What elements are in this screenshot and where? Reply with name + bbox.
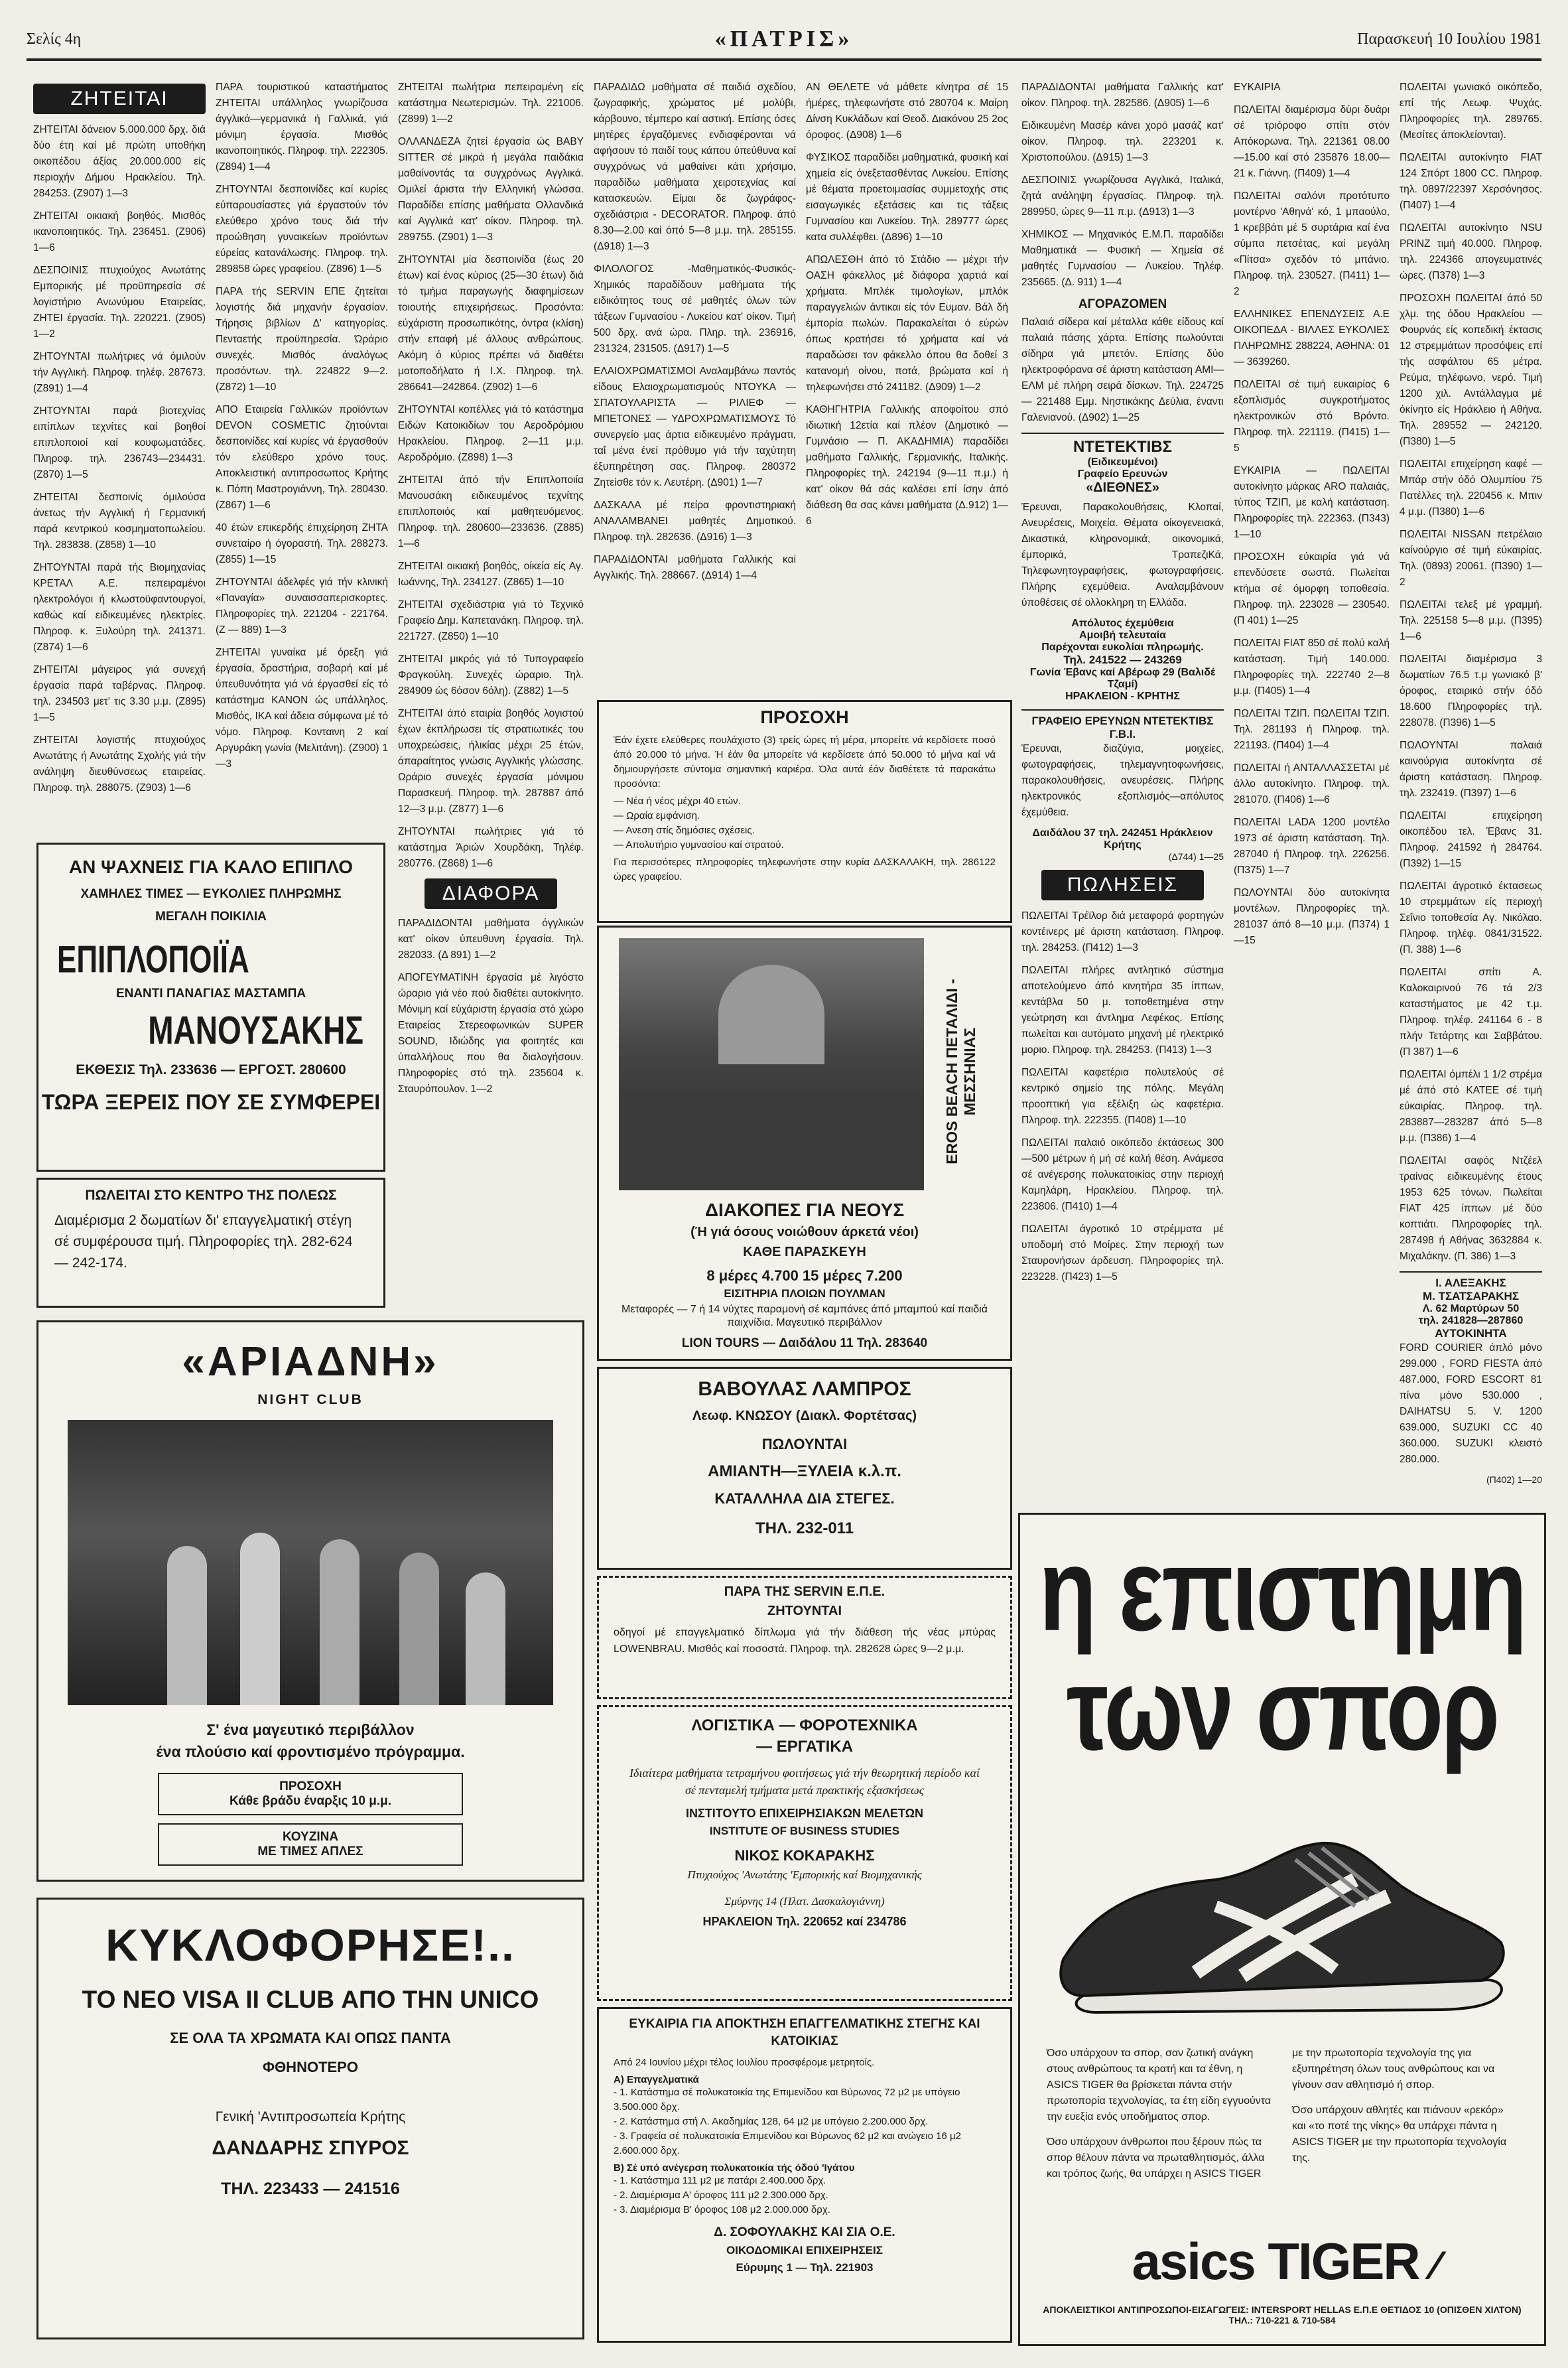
classified-ad: ΠΩΛΕΙΤΑΙ NISSAN πετρέλαιο καίνούργιο σέ τιμή εύκαιρίας. Τηλ. (0893) 20061. (Π390) 1—2	[1400, 529, 1542, 588]
ad-headline: ΚΥΚΛΟΦΟΡΗΣΕ!..	[105, 1920, 515, 1971]
ad-subhead: Α) Επαγγελματικά	[614, 2074, 699, 2085]
issue-date: Παρασκευή 10 Ιουλίου 1981	[1357, 31, 1541, 48]
list-item: — Ωραία εμφάνιση.	[614, 810, 700, 821]
property-list	[614, 2085, 996, 2158]
car-dealer-ad	[1400, 1271, 1542, 1485]
column-1	[33, 80, 206, 836]
classified-ad: ΔΕΣΠΟΙΝΙΣ γνωρίζουσα Αγγλικά, Ιταλικά, ζητά ανάληψη έργασίας. Πληροφ. τηλ. 289950, ώρες 9—11 π.μ. (Δ913) 1—3	[1021, 174, 1224, 218]
classified-ad: ΠΩΛΕΙΤΑΙ παλαιό οικόπεδο έκτάσεως 300—500 μέτρων ή μή σέ καλή θέση. Ανάμεσα σέ ανέγερσης πολυκατοικίας στην περιοχή Καμηλάρη, Ηρακλείου. Πληροφ. τηλ. 223806. (Π410) 1—4	[1021, 1137, 1224, 1212]
ad-headline: η επιστημη	[1039, 1523, 1526, 1656]
ad-line: ΠΩΛΟΥΝΤΑΙ	[761, 1436, 848, 1452]
eros-beach-label	[935, 954, 988, 1180]
dealer-phone: τηλ. 241828—287860	[1418, 1315, 1524, 1326]
grafeio-address: Δαιδάλου 37 τηλ. 242451 Ηράκλειον Κρήτης	[1032, 827, 1213, 851]
ad-line: ΙΝΣΤΙΤΟΥΤΟ ΕΠΙΧΕΙΡΗΣΙΑΚΩΝ ΜΕΛΕΤΩΝ	[685, 1807, 923, 1820]
ad-line: Γενική 'Αντιπροσωπεία Κρήτης	[215, 2109, 406, 2124]
classified-ad: ΑΠΟ Εταιρεία Γαλλικών προϊόντων DEVON COSMETIC ζητούνται δεσποινίδες καί κυρίες νά έργασθούν τόν ελεύθερο χρόνο τους. Αποκλειστική αντιπροσωπος Κρήτης κ. Πόπη Μαστρογιάννη, Τηλ. 280430. (Ζ867) 1—6	[216, 404, 388, 511]
classified-list	[33, 122, 206, 796]
classified-ad: ΠΑΡΑ τής SERVIN ΕΠΕ ζητείται λογιστής διά μηχανήν έργασίαν. Τήρησις βιβλίων Δ' κατηγορίας. Πενταετής προϋπηρεσία. Ώράριο συνεχές. Μισθός άναλόγως προσόντων. τηλ. 224822 9—2. (Ζ872) 1—10	[216, 286, 388, 393]
ad-brand: «ΑΡΙΑΔΝΗ»	[182, 1339, 439, 1385]
real-estate-ad	[597, 2007, 1012, 2343]
detective-line: Γωνία Έβανς καί Αβέρωφ 29 (Βαλιδέ Τζαμί)	[1029, 667, 1216, 690]
dealer-name: Μ. ΤΣΑΤΣΑΡΑΚΗΣ	[1422, 1290, 1520, 1302]
column-5	[806, 80, 1008, 770]
classified-ad: ΠΑΡΑΔΙΔΟΝΤΑΙ μαθήματα Γαλλικής καί Αγγλικής. Τηλ. 288667. (Δ914) 1—4	[594, 554, 796, 581]
list-item: — Νέα ή νέος μέχρι 40 ετών.	[614, 796, 741, 807]
list-item: - 1. Κατάστημα σέ πολυκατοικία της Επιμενίδου και Βύρωνος 72 μ2 με υπόγειο 3.500.000 δρχ.	[614, 2087, 960, 2113]
ad-headline: των σπορ	[1066, 1643, 1498, 1776]
classified-ad: ΕΥΚΑΙΡΙΑ	[1234, 82, 1281, 93]
classified-ad: ΖΗΤΕΙΤΑΙ δάνειον 5.000.000 δρχ. διά δύο έτη καί μέ πρώτη υποθήκη οικοπέδου άξίας 20.000.000 είς περιοχήν Δήμου Ηρακλείου. Τηλ. 284253. (Ζ907) 1—3	[33, 124, 206, 199]
ad-ref: (Π402) 1—20	[1486, 1474, 1542, 1485]
ad-footer: ΑΠΟΚΛΕΙΣΤΙΚΟΙ ΑΝΤΙΠΡΟΣΩΠΟΙ-ΕΙΣΑΓΩΓΕΙΣ: INTERSPORT HELLAS Ε.Π.Ε ΘΕΤΙΔΟΣ 10 (ΟΠΙΣΘΕΝ ΧΙΛΤΟΝ) ΤΗΛ.: 710-221 & 710-584	[1043, 2304, 1522, 2326]
classified-ad: ΠΑΡΑΔΙΔΟΝΤΑΙ μαθήματα Γαλλικής κατ' οίκον. Πληροφ. τηλ. 282586. (Δ905) 1—6	[1021, 82, 1224, 109]
classified-ad: ΠΩΛΕΙΤΑΙ ή ΑΝΤΑΛΛΑΣΣΕΤΑΙ μέ άλλο αυτοκίνητο. Πληροφ. τηλ. 281070. (Π406) 1—6	[1234, 762, 1390, 805]
column-6	[1021, 80, 1224, 1486]
ad-line: ΠΡΟΣΟΧΗ	[279, 1779, 342, 1793]
building-materials-ad	[597, 1367, 1012, 1570]
page-number: Σελίς 4η	[27, 31, 82, 48]
prosoxi-job-ad	[597, 700, 1012, 923]
grafeio-ad	[1021, 709, 1224, 862]
ad-name: Δ. ΣΟΦΟΥΛΑΚΗΣ ΚΑΙ ΣΙΑ Ο.Ε.	[714, 2225, 895, 2239]
classified-ad: ΖΗΤΟΥΝΤΑΙ άδελφές γιά τήν κλινική «Παναγία» συναισσαπερισκορτες. Πληροφορίες τηλ. 221204 - 221764. (Ζ — 889) 1—3	[216, 577, 388, 636]
list-item: - 3. Διαμέρισμα Β' όροφος 108 μ2 2.000.000 δρχ.	[614, 2204, 830, 2215]
classified-ad: ΠΩΛΕΙΤΑΙ αυτοκίνητο FIAT 124 Σπόρτ 1800 CC. Πληροφ. τηλ. 0897/22397 Χερσόνησος. (Π407) 1—4	[1400, 152, 1542, 211]
ad-headline: — ΕΡΓΑΤΙΚΑ	[756, 1738, 853, 1756]
apartment-ad	[36, 1178, 385, 1308]
detective-line: Αμοιβή τελευταία	[1079, 630, 1166, 641]
classified-ad: ΠΩΛΕΙΤΑΙ αυτοκίνητο NSU PRINZ τιμή 40.000. Πληροφ. τηλ. 224366 απογευματινές ώρες. (Π378) 1—3	[1400, 222, 1542, 281]
classified-list	[398, 916, 584, 1097]
classified-ad: ΠΩΛΟΥΝΤΑΙ παλαιά καινούργια αυτοκίνητα σέ άριστη κατάσταση. Πληροφ. τηλ. 232419. (Π397) 1—6	[1400, 740, 1542, 799]
classified-ad: ΖΗΤΟΥΝΤΑΙ δεσποινίδες καί κυρίες εύπαρουσίαστες γιά έργαστούν τόν ελεύθερο χρόνο τους διά τήν προώθηση γυναικείων προϊόντων εύρείας κατανάλωσης. Πληροφ. τηλ. 289858 ώρες γραφείου. (Ζ896) 1—5	[216, 184, 388, 275]
detective-phone: Τηλ. 241522 — 243269	[1063, 654, 1182, 666]
classified-list	[1021, 80, 1224, 291]
requirements-list	[614, 794, 996, 853]
asics-tiger-logo	[1020, 2231, 1544, 2292]
section-heading-zhteitai: ΖΗΤΕΙΤΑΙ	[33, 84, 206, 114]
ad-phone: ΗΡΑΚΛΕΙΟΝ Τηλ. 220652 καί 234786	[702, 1915, 907, 1928]
list-item: — Ανεση στίς δημόσιες σχέσεις.	[614, 825, 755, 836]
ad-body: Διαμέρισμα 2 δωματίων δι' επαγγελματική στέγη σέ συμφέρουσα τιμή. Πληροφορίες τηλ. 282-624 — 242-174.	[54, 1213, 353, 1271]
classified-ad: ΠΩΛΕΙΤΑΙ LADA 1200 μοντέλο 1973 σέ άριστη κατάσταση. Τηλ. 287040 ή Πληροφ. τηλ. 226256. (Π375) 1—7	[1234, 817, 1390, 876]
dealer-name: Ι. ΑΛΕΞΑΚΗΣ	[1435, 1277, 1506, 1289]
list-item: - 2. Διαμέρισμα Α' όροφος 111 μ2 2.300.000 δρχ.	[614, 2190, 828, 2201]
classified-ad: ΑΠΩΛΕΣΘΗ άπό τό Στάδιο — μέχρι τήν ΟΑΣΗ φάκελλος μέ διάφορα χαρτιά καί χρήματα. Μπλέκ τιμολογίων, μπλόκ παραγγελιών άντικαι είς τόν Ευμαν. Βάλ δή έμπορία πωλών. Παρακαλείται ό εύρών όπως κρατήσει τό χρήματα καί νά παραδώσει τον φάκελλο όπου θα δοθεί 3 κατανομή οίνου, ποτά, βρώματα καί ή τηλεφωνήσει στό 241182. (Δ909) 1—2	[806, 254, 1008, 393]
classified-ad: ΔΑΣΚΑΛΑ μέ πείρα φροντιστηριακή ΑΝΑΛΑΜΒΑΝΕΙ μαθητές Δημοτικού. Πληροφ. τηλ. 282636. (Δ916) 1—3	[594, 500, 796, 543]
ad-body: Έάν έχετε ελεύθερες πουλάχιστο (3) τρείς ώρες τή μέρα, μπορείτε νά κερδίσετε ποσό άπό 20.000 τό μήνα. Ή έάν θα μπορείτε νά κερδίσετε άπό 50.000 τό μήνα καί νά δημιουργήσετε σύντομα σημαντική καριέρα. Όλα αυτά έάν διαθέτετε τά παρακάτω προσόντα:	[614, 734, 996, 790]
classified-ad: ΖΗΤΟΥΝΤΑΙ παρά τής Βιομηχανίας ΚΡΕΤΑΛ Α.Ε. πεπειραμένοι ηλεκτρολόγοι ή κλωστοϋφαντουργοί, καθώς καί ειδικευμένες ηλεκτρίες. Πληροφ. κ. Ξυλούρη τηλ. 241371. (Ζ874) 1—6	[33, 562, 206, 653]
ad-body: Όσο υπάρχουν άνθρωποι που ξέρουν πώς τα σπορ θέλουν πάντα να πρωταθλητισμός, άλλα και τρόπος ζωής, θα υπάρχει η ASICS TIGER	[1047, 2136, 1265, 2180]
classified-ad: ΠΩΛΕΙΤΑΙ άγροτικό 10 στρέμματα μέ υποδομή στό Μοίρες. Στην περιοχή των Σταυρονήσων άρδευση. Πληροφορίες τηλ. 223228. (Π423) 1—5	[1021, 1223, 1224, 1283]
classified-list	[216, 80, 388, 772]
accounting-courses-ad	[597, 1705, 1012, 2001]
dealer-body: FORD COURIER άπλό μόνο 299.000 , FORD FIESTA άπό 487.000, FORD ESCORT 81 πίνα μόνο 530.000 , DAIHATSU 5. V. 1200 639.000, SUZUKI CC 40 360.000. SUZUKI κλειστό 280.000.	[1400, 1342, 1542, 1465]
classified-ad: ΠΩΛΕΙΤΑΙ σαλόνι προτότυπο μοντέρνο 'Αθηνά' κό, 1 μπαούλο, 1 κρεββάτι μέ 5 συρτάρια καί ένα σύμπα πετσέτας, καί μεγάλη «Πίτσα» σχεδόν τό μπάνιο. Πληροφ. τηλ. 230527. (Π411) 1—2	[1234, 190, 1390, 297]
classified-ad: ΠΩΛΕΙΤΑΙ διαμέρισμα 3 δωματίων 76.5 τ.μ γωνιακό β' όροφος, εταιρικό στήν όδό 18.600 Πληροφορίες τηλ. 228078. (Π396) 1—5	[1400, 654, 1542, 729]
ad-line: ΕΝΑΝΤΙ ΠΑΝΑΓΙΑΣ ΜΑΣΤΑΜΠΑ	[115, 987, 306, 1001]
logo-text: asics TIGER	[1132, 2232, 1419, 2290]
classified-ad: ΠΑΡΑΔΙΔΩ μαθήματα σέ παιδιά σχεδίου, ζωγραφικής, χρώματος μέ μολύβι, κάρβουνο, τέμπερο καί αστική. Επίσης όσες μητέρες έργαζόμενες ενδιαφέρονται νά αφήσουν τό παιδί τους κάπου ύπεύθυνα καί συγχρόνως νά μαθαίνει κάτι χρήσιμο, παραδίδω μαθήματα χειροτεχνίας καί κατασκευών. Είμαι δε ζωγράφος-σχεδιάστρια - DECORATOR. Πληροφ. άπό 8.30—2.00 καί όπό 5—8 μ.μ. τηλ. 285155. (Δ918) 1—3	[594, 82, 796, 252]
ad-body: Από 24 Ιουνίου μέχρι τέλος Ιουλίου προσφέρομε μετρητοίς.	[614, 2057, 875, 2068]
running-shoe-illustration	[1043, 1807, 1521, 2026]
classified-ad: ΖΗΤΕΙΤΑΙ άπό τήν Επιπλοποιία Μανουσάκη ειδικευμένος τεχνίτης επιπλοποιός καί μαθητευόμενος. Πληροφ. τηλ. 280600—233636. (Ζ885) 1—6	[398, 474, 584, 549]
classified-ad: ΠΩΛΕΙΤΑΙ τελεξ μέ γραμμή. Τηλ. 225158 5—8 μ.μ. (Π395) 1—6	[1400, 599, 1542, 642]
ad-headline: ΕΥΚΑΙΡΙΑ ΓΙΑ ΑΠΟΚΤΗΣΗ ΕΠΑΓΓΕΛΜΑΤΙΚΗΣ ΣΤΕΓΗΣ ΚΑΙ ΚΑΤΟΙΚΙΑΣ	[629, 2017, 980, 2048]
nightclub-photo	[68, 1420, 553, 1705]
ad-phone: Εύρυμης 1 — Τηλ. 221903	[736, 2261, 874, 2274]
ad-line: Λεωφ. ΚΝΩΣΟΥ (Διακλ. Φορτέτσας)	[692, 1409, 917, 1423]
classified-ad: ΠΩΛΕΙΤΑΙ επιχείρηση οικοπέδου τελ. Έβανς 31. Πληροφ. 241592 ή 284764. (Π392) 1—15	[1400, 810, 1542, 869]
ad-body: με την πρωτοπορία τεχνολογία της για εξυπηρέτηση όλων τους ανθρώπους και να γίνουν σαν αθλητισμό ή σπορ.	[1292, 2048, 1495, 2091]
column-7	[1234, 80, 1390, 1486]
page-header	[27, 25, 1541, 61]
classified-list	[806, 80, 1008, 529]
grafeio-body: Έρευναι, διαζύγια, μοιχείες, φωτογραφήσεις, τηλεμαγνητοφωνήσεις, παρακολουθήσεις, ανευρέσεις. Πλήρης ηλεκτρονικός εξοπλισμός—απόλυτος έχεμύθεια.	[1021, 743, 1224, 818]
classified-list	[398, 80, 584, 872]
ad-body: οδηγοί μέ επαγγελματικό δίπλωμα γιά τήν διάθεση τής νέας μπύρας LOWENBRAU. Μισθός καί ποσοστά. Πληροφ. τηλ. 282628 ώρες 9—2 μ.μ.	[614, 1627, 996, 1655]
ad-line: ΜΕΓΑΛΗ ΠΟΙΚΙΛΙΑ	[155, 910, 267, 924]
classified-ad: ΖΗΤΟΥΝΤΑΙ κοπέλλες γιά τό κατάστημα Ειδών Κατοικιδίων του Αεροδρόμιου Ηρακλείου. Πληροφ. 2—11 μ.μ. Αεροδρόμιο. (Ζ898) 1—3	[398, 404, 584, 463]
classified-ad: ΠΑΡΑ τουριστικού καταστήματος ΖΗΤΕΙΤΑΙ υπάλληλος γνωρίζουσα άγγλικά—γερμανικά ή Γαλλικά, γιά μόνιμη έργασία. Μισθός ικανοποιητικός. Πληροφ. τηλ. 222305. (Ζ894) 1—4	[216, 82, 388, 173]
classified-ad: ΖΗΤΕΙΤΑΙ γυναίκα μέ όρεξη γιά έργασία, δραστήρια, σοβαρή καί μέ ύπευθυνότητα γιά νά έργασθεί είς τό κατάστημα ΚΑΝΟΝ ώς υπάλληλος. Μισθός, ΙΚΑ καί άδεια σύμφωνα μέ τό νόμο. Πληροφ. Κονταινη 2 καί Αργυράκη γωνία (Μελιτάνη). (Ζ900) 1—3	[216, 647, 388, 770]
classified-ad: ΠΩΛΕΙΤΑΙ σαφός Ντζέελ τραίνας ειδικευμένης έτους 1953 625 τόνων. Πωλείται FIAT 425 ίππων μέ δύο κοπτιάτι. Πληροφορίες τηλ. 287498 ή Αθήνας 3632884 κ. Μιχαλάκην. (Π. 386) 1—3	[1400, 1155, 1542, 1262]
ad-line: ΑΜΙΑΝΤΗ—ΞΥΛΕΙΑ κ.λ.π.	[708, 1462, 901, 1480]
ad-headline: ΔΙΑΚΟΠΕΣ ΓΙΑ ΝΕΟΥΣ	[704, 1200, 905, 1220]
classified-ad: ΠΩΛΟΥΝΤΑΙ δύο αυτοκίνητα μοντέλων. Πληροφορίες τηλ. 281037 άπό 8—10 μ.μ. (Π374) 1—15	[1234, 887, 1390, 946]
detective-title: ΝΤΕΤΕΚΤΙΒΣ	[1073, 438, 1173, 456]
classified-ad: ΧΗΜΙΚΟΣ — Μηχανικός Ε.Μ.Π. παραδίδει Μαθηματικά — Φυσική — Χημεία σέ μαθητές Γυμνασίου — Λυκείου. Τηλέφ. 235665. (Δ. 911) 1—4	[1021, 229, 1224, 288]
classified-ad: ΠΩΛΕΙΤΑΙ επιχείρηση καφέ — Μπάρ στήν όδό Ολυμπίου 75 Πατέλλες τηλ. 220456 κ. Μπιν 4 μ.μ. (Π380) 1—6	[1400, 458, 1542, 518]
furniture-ad	[36, 843, 385, 1172]
classified-ad: ΑΝ ΘΕΛΕΤΕ νά μάθετε κίνητρα σέ 15 ήμέρες, τηλεφωνήστε στό 280704 κ. Μαίρη Δίνση Κυκλάδων καί Θεοδ. Διακόνου 25 2ος όροφος. (Δ908) 1—6	[806, 82, 1008, 141]
masthead: «ΠΑΤΡΙΣ»	[714, 27, 854, 51]
classified-list	[1021, 908, 1224, 1285]
ad-line: ΖΗΤΟΥΝΤΑΙ	[767, 1604, 842, 1618]
classified-ad: ΠΩΛΕΙΤΑΙ σπίτι Α. Καλοκαιρινού 76 τά 2/3 καταστήματος με 42 τ.μ. Πληροφ. τηλέφ. 241164 6 - 8 πλήν Τετάρτης και Σαββάτου. (Π 387) 1—6	[1400, 967, 1542, 1058]
ad-brand: ΕΠΙΠΛΟΠΟΙΪΑ	[57, 939, 249, 981]
property-list	[614, 2174, 996, 2217]
ad-prices: 8 μέρες 4.700 15 μέρες 7.200	[706, 1267, 903, 1284]
ad-body: Όσο υπάρχουν τα σπορ, σαν ζωτική ανάγκη στους ανθρώπους τα κρατή και τα έθνη, η ASICS TIGER θα βρίσκεται πάντα στήν πρωτοπορία τεχνολογίας, τα έτη είδη εγγυούντα την ευεξία ενός υποδήματος σπορ.	[1047, 2048, 1272, 2123]
servin-ad	[597, 1576, 1012, 1699]
ad-line: Πτυχιούχος 'Ανωτάτης 'Εμπορικής καί Βιομηχανικής	[687, 1868, 922, 1881]
grafeio-title: ΓΡΑΦΕΙΟ ΕΡΕΥΝΩΝ ΝΤΕΤΕΚΤΙΒΣ Γ.Β.Ι.	[1031, 715, 1214, 740]
classified-ad: ΠΡΟΣΟΧΗ ΠΩΛΕΙΤΑΙ άπό 50 χλμ. της όδου Ηρακλείου — Φουρνάς είς κοπεδική έκτασις 12 στρεμμάτων προσόψεις επί τής ασφάλτου 65 μέτρα. Ρεύμα, τηλέφωνο, νερό. Τιμή 1200 χιλ. Αντάλλαγμα μέ όκίνητο είς Ηράκλειο ή Αθήνα. Τηλ. 289552 — 242120. (Π380) 1—5	[1400, 293, 1542, 447]
ad-headline: ΤΟ ΝΕΟ VISA II CLUB ΑΠΟ ΤΗΝ UNICO	[82, 1986, 539, 2013]
classified-ad: ΑΠΟΓΕΥΜΑΤΙΝΗ έργασία μέ λιγόστο ώραριο γιά νέο πού διαθέτει αυτοκίνητο. Μόνιμη καί εύχάριστη έργασία στό χώρο Εταιρείας Στερεοφωνικών SUPER SOUND, Ιδιώδης για φοιτητές και ύπαλλήλους που θα διαλογήσουν. Πληροφορίες στό τηλ. 235604 κ. Σταυρόπουλον. 1—2	[398, 972, 584, 1095]
ad-line: ΚΑΤΑΛΛΗΛΑ ΔΙΑ ΣΤΕΓΕΣ.	[714, 1490, 895, 1507]
list-item: — Απολυτήριο γυμνασίου καί στρατού.	[614, 839, 784, 851]
detective-sub: (Ειδικευμένοι)	[1087, 456, 1158, 468]
section-heading-poliseis: ΠΩΛΗΣΕΙΣ	[1041, 870, 1204, 900]
ad-line: ΑΝ ΨΑΧΝΕΙΣ ΓΙΑ ΚΑΛΟ ΕΠΙΠΛΟ	[68, 857, 354, 877]
classified-ad: 40 έτών επικερδής έπιχείρηση ΖΗΤΑ συνεταίρο ή όγοραστή. Τηλ. 288273. (Ζ855) 1—15	[216, 522, 388, 565]
kouzina-box	[158, 1823, 463, 1866]
ad-contact: LION TOURS — Δαιδάλου 11 Τηλ. 283640	[681, 1336, 928, 1350]
classified-ad: ΠΑΡΑΔΙΔΟΝΤΑΙ μαθήματα όγγλικών κατ' οίκον ύπευθυνη έργασία. Τηλ. 282033. (Δ 891) 1—2	[398, 918, 584, 961]
classified-ad: ΖΗΤΕΙΤΑΙ άπό εταιρία βοηθός λογιστού έχων έκπλήρωσει τίς στρατιωτικές του υποχρεώσεις, ήλικίας μέχρι 25 έτών, άπαραίτητος γνώσις Αγγλικής γλώσσης. Ωράριο συνεχές έργασία μόνιμου Παρασκευή. Πληροφ. τηλ. 287887 άπό 12—3 μ.μ. (Ζ877) 1—6	[398, 708, 584, 815]
ad-line: ΦΘΗΝΟΤΕΡΟ	[263, 2059, 358, 2075]
classified-ad: ΖΗΤΕΙΤΑΙ μάγειρος γιά συνεχή έργασία παρά ταβέρνας. Πληροφ. τηλ. 234503 μετ' τις 3.30 μ.μ. (Ζ895) 1—5	[33, 664, 206, 723]
detective-sub: «ΔΙΕΘΝΕΣ»	[1086, 480, 1159, 495]
ad-body: Μεταφορές — 7 ή 14 νύχτες παραμονή σέ καμπάνες άπό μπαμπού καί παιδιά παιχνίδια. Μαγευτικό περιβάλλον	[621, 1304, 988, 1328]
classified-ad: ΖΗΤΕΙΤΑΙ δεσποινίς όμιλούσα άνετως τήν Αγγλική ή Γερμανική παρά κεντρικού κοσμηματοπωλείου. Τηλ. 283838. (Ζ858) 1—10	[33, 492, 206, 551]
detective-body: Έρευναι, Παρακολουθήσεις, Κλοπαί, Ανευρέσεις, Μοιχεία. Θέματα οίκογενειακά, Δικαστικά, κληρονομικά, οικονομικά, έμπορικά, ΤραπεζιΚά, Τηλεφωνητογραφήσεις, φωτογραφήσεις. Πλήρης εχεμύθεια. Αναλαμβάνουν ύποθέσεις σέ ολλοκληρη τη Ελλάδα.	[1021, 502, 1224, 608]
section-heading-diafora: ΔΙΑΦΟΡΑ	[425, 878, 557, 909]
ad-phone: ΤΗΛ. 223433 — 241516	[221, 2180, 400, 2198]
ad-headline: ΛΟΓΙΣΤΙΚΑ — ΦΟΡΟΤΕΧΝΙΚΑ	[691, 1716, 918, 1734]
ad-line: ΧΑΜΗΛΕΣ ΤΙΜΕΣ — ΕΥΚΟΛΙΕΣ ΠΛΗΡΩΜΗΣ	[80, 887, 342, 901]
column-8	[1400, 80, 1542, 1493]
ad-line: ΚΟΥΖΙΝΑ	[282, 1830, 339, 1844]
asics-tiger-ad	[1018, 1513, 1546, 2346]
ad-name: ΝΙΚΟΣ ΚΟΚΑΡΑΚΗΣ	[734, 1847, 875, 1864]
ad-line: INSTITUTE OF BUSINESS STUDIES	[709, 1825, 900, 1837]
classified-ad: ΖΗΤΕΙΤΑΙ οικιακή βοηθός, οίκεία είς Αγ. Ιωάννης, Τηλ. 234127. (Ζ865) 1—10	[398, 561, 584, 588]
ad-slogan: ΤΩΡΑ ΞΕΡΕΙΣ ΠΟΥ ΣΕ ΣΥΜΦΕΡΕΙ	[41, 1090, 381, 1114]
ad-line: ΕΙΣΙΤΗΡΙΑ ΠΛΟΙΩΝ ΠΟΥΛΜΑΝ	[724, 1287, 885, 1300]
classified-ad: ΖΗΤΕΙΤΑΙ σχεδιάστρια γιά τό Τεχνικό Γραφείο Δημ. Καπετανάκη. Πληροφ. τηλ. 221727. (Ζ850) 1—10	[398, 599, 584, 642]
ad-line: ΚΑΘΕ ΠΑΡΑΣΚΕΥΗ	[743, 1245, 866, 1259]
classified-ad: ΠΩΛΕΙΤΑΙ καφετέρια πολυτελούς σέ κεντρικό σημείο της πόλης. Μεγάλη προοπτική για εξέλιξη ώς καφετέρια. Πληροφ. τηλ. 222355. (Π408) 1—10	[1021, 1067, 1224, 1126]
detective-sub: Γραφείο Ερευνών	[1077, 468, 1168, 480]
list-item: - 1. Κατάστημα 111 μ2 με πατάρι 2.400.000 δρχ.	[614, 2175, 826, 2186]
visa-club-ad	[36, 1898, 584, 2339]
subheading-agorazomen: ΑΓΟΡΑΖΟΜΕΝ	[1078, 297, 1167, 311]
classified-ad: ΟΛΛΑΝΔΕΖΑ ζητεί έργασία ώς BABY SITTER σέ μικρά ή μεγάλα παιδάκια μαθαίνοντάς τα συγχρόνως Αγγλικά. Ομιλεί άριστα τήν Ελληνική γλώσσα. Παραδίδει επίσης μαθήματα Ολλανδικά καί Αγγλικά κατ' οίκον. Πληροφ. τηλ. 289755. (Ζ901) 1—3	[398, 136, 584, 243]
classified-ad: ΠΩΛΕΙΤΑΙ διαμέρισμα δύρι δυάρι σέ τριόροφο σπίτι στόν Απόκορωνα. Τηλ. 221361 08.00—15.00 καί στό 235876 18.00—21 κ. Γιάννη. (Π409) 1—4	[1234, 104, 1390, 179]
classified-ad: ΕΛΛΗΝΙΚΕΣ ΕΠΕΝΔΥΣΕΙΣ Α.Ε ΟΙΚΟΠΕΔΑ - ΒΙΛΛΕΣ ΕΥΚΟΛΙΕΣ ΠΛΗΡΩΜΗΣ 288224, ΑΘΗΝΑ: 01 — 3639260.	[1234, 309, 1390, 368]
vertical-caption: EROS BEACH ΠΕΤΑΛΙΔΙ - ΜΕΣΣΗΝΙΑΣ	[943, 979, 978, 1164]
dealer-kind: ΑΥΤΟΚΙΝΗΤΑ	[1435, 1327, 1507, 1340]
classified-ad: ΠΡΟΣΟΧΗ εύκαιρία γιά νά επενδύσετε σωστά. Πωλείται κτήμα σέ όμορφη τοποθεσία. Πληροφ. τηλ. 223028 — 230540. (Π 401) 1—25	[1234, 551, 1390, 626]
detective-line: Παρέχονται ευκολίαι πληρωμής.	[1041, 642, 1204, 653]
classified-ad: ΠΩΛΕΙΤΑΙ όμπέλι 1 1/2 στρέμα μέ άπό στό ΚΑΤΕΕ σέ τιμή εύκαιρίας. Πληροφ. τηλ. 283887—283287 άπό 5—8 μ.μ. (Π386) 1—4	[1400, 1069, 1542, 1144]
column-2	[216, 80, 388, 823]
classified-ad: ΖΗΤΕΙΤΑΙ μικρός γιά τό Τυπογραφείο Φραγκούλη. Συνεχές ώραριο. Τηλ. 284909 ώς 6όσον 6όλη). (Ζ882) 1—5	[398, 654, 584, 697]
classified-list	[1400, 80, 1542, 1265]
classified-ad: ΖΗΤΕΙΤΑΙ λογιστής πτυχιούχος Ανωτάτης ή Ανωτάτης Σχολής γιά τήν ανάληψη διευθύνσεως εταιρείας. Πληροφ. τηλ. 288075. (Ζ903) 1—6	[33, 734, 206, 794]
classified-list	[594, 80, 796, 584]
travel-ad	[597, 926, 1012, 1361]
classified-ad: ΖΗΤΕΙΤΑΙ οικιακή βοηθός. Μισθός ικανοποιητικός. Τηλ. 236451. (Ζ906) 1—6	[33, 210, 206, 253]
ad-body: Για περισσότερες πληροφορίες τηλεφωνήστε στην κυρία ΔΑΣΚΑΛΑΚΗ, τηλ. 286122 ώρες γραφείου.	[614, 857, 996, 882]
ad-name: ΒΑΒΟΥΛΑΣ ΛΑΜΠΡΟΣ	[698, 1378, 911, 1400]
classified-ad: ΠΩΛΕΙΤΑΙ άγροτικό έκτασεως 10 στρεμμάτων είς περιοχή Σεΐνιο τοποθεσία Αγ. Νικόλαο. Πληροφ. τηλέφ. 0841/31522. (Π. 388) 1—6	[1400, 880, 1542, 955]
ad-sub: NIGHT CLUB	[257, 1392, 363, 1407]
column-3	[398, 80, 584, 1095]
asics-copy-left	[1047, 2046, 1272, 2182]
ariadni-nightclub-ad	[36, 1320, 584, 1882]
ad-title: ΠΩΛΕΙΤΑΙ ΣΤΟ ΚΕΝΤΡΟ ΤΗΣ ΠΟΛΕΩΣ	[85, 1188, 337, 1203]
asics-copy-right	[1292, 2046, 1518, 2166]
classified-ad: ΖΗΤΟΥΝΤΑΙ παρά βιοτεχνίας ειπίπλων τεχνίτες καί βοηθοί επιπλοποιοί καί κουφωματάδες. Πληροφ. τηλ. 236743—234431. (Ζ870) 1—5	[33, 405, 206, 480]
prosoxi-box	[158, 1773, 463, 1815]
list-item: - 2. Κατάστημα στή Λ. Ακαδημίας 128, 64 μ2 με υπόγειο 2.200.000 δρχ.	[614, 2116, 929, 2127]
classified-ad: ΕΛΑΙΟΧΡΩΜΑΤΙΣΜΟΙ Αναλαμβάνω παντός είδους Ελαιοχρωματισμούς ΝΤΟΥΚΑ — ΣΠΑΤΟΥΛΑΡΙΣΤΑ — ΡΙΛΙΕΦ — ΜΠΕΤΟΝΕΣ — ΥΔΡΟΧΡΩΜΑΤΙΣΜΟΥΣ Τό συνεργείο μας άρτια ειδικευμένο πράγματι, ταΐ μένα ένεί πρόθυμο γιά τήν ταχύτητη έξυπηρέτηση σας. Πληροφ. 280372 Ζητείσθε τόν κ. Λευτέρη. (Δ901) 1—7	[594, 366, 796, 488]
column-4	[594, 80, 796, 770]
classified-ad: ΖΗΤΟΥΝΤΑΙ μία δεσποινίδα (έως 20 έτων) καί ένας κύριος (25—30 έτων) διά τό τμήμα παραγωγής διαφημίσεων τοιουτής επιχειρήσεως. Προσόντα: εύχάριστη προσωπικότης, όντρα (κλίση) στήν επαφή μέ άλλους ανθρώπους. Ακόμη ό κύριος πρέπει νά διαθέτει μοτοποδήλατο ή I.X. Πληροφ. τηλ. 286641—242864. (Ζ902) 1—6	[398, 254, 584, 393]
ad-line: ΟΙΚΟΔΟΜΙΚΑΙ ΕΠΙΧΕΙΡΗΣΕΙΣ	[726, 2244, 883, 2257]
ad-body: Ιδιαίτερα μαθήματα τετραμήνου φοιτήσεως γιά τήν θεωρητική περίοδο καί σέ πενταμελή τμήματα μετά πρακτικής εξασκήσεως	[629, 1766, 980, 1797]
classified-ad: ΠΩΛΕΙΤΑΙ γωνιακό οικόπεδο, επί τής Λεωφ. Ψυχάς. Πληροφορίες τηλ. 289765. (Μεσίτες άποκλείονται).	[1400, 82, 1542, 141]
detective-line: Απόλυτος έχεμύθεια	[1071, 618, 1174, 629]
ad-title: ΠΡΟΣΟΧΗ	[760, 707, 849, 727]
ad-phone: ΤΗΛ. 232-011	[755, 1519, 854, 1537]
ad-line: Σ' ένα μαγευτικό περιβάλλον	[206, 1721, 415, 1738]
classified-ad: ΔΕΣΠΟΙΝΙΣ πτυχιούχος Ανωτάτης Εμπορικής μέ προϋπηρεσία σέ λογιστήριο Ανωνύμου Εταιρείας, ΖΗΤΕΙ έργασία. Τηλ. 220221. (Ζ905) 1—2	[33, 265, 206, 340]
classified-ad: Ειδικευμένη Μασέρ κάνει χορό μασάζ κατ' οίκον. Πληροφ. τηλ. 223201 κ. Χριστοπούλου. (Δ915) 1—3	[1021, 120, 1224, 163]
ad-brand: ΜΑΝΟΥΣΑΚΗΣ	[148, 1007, 363, 1052]
ad-ref: (Δ744) 1—25	[1168, 851, 1224, 862]
detective-ad	[1021, 433, 1224, 703]
dealer-address: Λ. 62 Μαρτύρων 50	[1422, 1303, 1520, 1314]
classified-ad: ΠΩΛΕΙΤΑΙ ΤΖΙΠ. ΠΩΛΕΙΤΑΙ ΤΖΙΠ. Τηλ. 281193 ή Πληροφ. τηλ. 221193. (Π404) 1—4	[1234, 708, 1390, 751]
ad-body: Όσο υπάρχουν αθλητές και πιάνουν «ρεκόρ» και «το ποτέ της νίκης» θα υπάρχει πάντα η ASICS TIGER με την πρωτοπορία τεχνολογία της.	[1292, 2105, 1507, 2164]
ad-line: ΠΑΡΑ ΤΗΣ SERVIN Ε.Π.Ε.	[724, 1584, 885, 1599]
classified-ad: ΠΩΛΕΙΤΑΙ πλήρες αντλητικό σύστημα αποτελούμενο άπό κινητήρα 35 ίππων, κεντάβλα 50 μ. τοποθετημένα στην γεώτρηση και άντλημα Λεφέκος. Επίσης πωλείται και αυτόματο μηχανή μέ ηλεκτρικό μοριο. Πληροφ. τηλ. 284253. (Π413) 1—3	[1021, 965, 1224, 1056]
ad-line: ένα πλούσιο καί φροντισμένο πρόγραμμα.	[156, 1743, 465, 1760]
classified-ad: ΠΩΛΕΙΤΑΙ σέ τιμή ευκαιρίας 6 εξοπλισμός συγκροτήματος ηλεκτρονικών στό Βρόντο. Πληροφ. τηλ. 221119. (Π415) 1—5	[1234, 379, 1390, 454]
classified-list	[1234, 80, 1390, 949]
beach-photo	[619, 938, 924, 1190]
list-item: - 3. Γραφεία σέ πολυκατοικία Επιμενίδου και Βύρωνος 62 μ2 και ανώγειο 16 μ2 2.600.000 δρχ.	[614, 2130, 961, 2156]
ad-subhead: Β) Σέ υπό ανέγερση πολυκατοικία τής όδού 'Ιγάτου	[614, 2162, 855, 2174]
ad-address: Σμύρνης 14 (Πλατ. Δασκαλογιάννη)	[724, 1895, 885, 1908]
classified-ad: ΖΗΤΕΙΤΑΙ πωλήτρια πεπειραμένη είς κατάστημα Νεωτερισμών. Τηλ. 221006. (Ζ899) 1—2	[398, 82, 584, 125]
ad-line: ΜΕ ΤΙΜΕΣ ΑΠΛΕΣ	[257, 1845, 363, 1858]
classified-ad: ΠΩΛΕΙΤΑΙ FIAT 850 σέ πολύ καλή κατάσταση. Τιμή 140.000. Πληροφορίες τηλ. 222740 2—8 μ.μ. (Π405) 1—4	[1234, 638, 1390, 697]
classified-ad: ΖΗΤΟΥΝΤΑΙ πωλήτριες γιά τό κατάστημα Άριών Χουρδάκη, Τηλέφ. 280776. (Ζ868) 1—6	[398, 826, 584, 869]
classified-ad: ΦΥΣΙΚΟΣ παραδίδει μαθηματικά, φυσική καί χημεία είς όνεξετασθέντας Λυκείου. Επίσης μέ θέματα προετοιμασίας συμμετοχής στις εισαγωγικές εξετάσεις και τις τάξεις Γυμνασίου και Λυκείου. Τηλ. 289777 ώρες κατα συλλέφθει. (Δ896) 1—10	[806, 152, 1008, 243]
classified-ad: Παλαιά σίδερα καί μέταλλα κάθε είδους καί παλαιά πάσης χάρτα. Επίσης πωλούνται σίδηρα γιά μπετόν. Επίσης δύο ηλεκτροφόρανα σέ άριστη κατάσταση ΑΜΙ—ΕΛΜ μέ πλήρη σειρά δίσκων. Τηλ. 224725 — 221488 Εμμ. Νηστικάκης Δεύλια, έναντι Γαλενιανού. (Δ902) 1—25	[1021, 316, 1224, 423]
ad-line: ΣΕ ΟΛΑ ΤΑ ΧΡΩΜΑΤΑ ΚΑΙ ΟΠΩΣ ΠΑΝΤΑ	[170, 2030, 451, 2046]
ad-name: ΔΑΝΔΑΡΗΣ ΣΠΥΡΟΣ	[212, 2137, 409, 2159]
ad-line: (Ή γιά όσους νοιώθουν άρκετά νέοι)	[690, 1225, 919, 1239]
classified-ad: ΠΩΛΕΙΤΑΙ Τρέϊλορ διά μεταφορά φορτηγών κοντέινερς μέ άριστη κατάσταση. Πληροφ. τηλ. 284253. (Π412) 1—3	[1021, 910, 1224, 953]
ad-line: Κάθε βράδυ έναρξις 10 μ.μ.	[229, 1794, 392, 1808]
classified-ad: ΖΗΤΟΥΝΤΑΙ πωλήτριες νά όμιλούν τήν Αγγλική. Πληροφ. τηλέφ. 287673. (Ζ891) 1—4	[33, 351, 206, 394]
detective-line: ΗΡΑΚΛΕΙΟΝ - ΚΡΗΤΗΣ	[1065, 691, 1180, 702]
classified-ad: ΕΥΚΑΙΡΙΑ — ΠΩΛΕΙΤΑΙ αυτοκίνητο μάρκας ARO παλαιάς, τύπος ΤΖΙΠ, με καλή κατάσταση. Πληροφορίες τηλ. 222363. (Π343) 1—10	[1234, 465, 1390, 540]
classified-ad: ΦΙΛΟΛΟΓΟΣ -Μαθηματικός-Φυσικός-Χημικός παραδίδουν μαθήματα τής ειδικότητος τους σέ μαθητές όλων τών τάξεων Γυμνασίου - Λυκείου κατ' οίκον. Τιμή 500 δρχ. ανά ώρα. Πληρ. τηλ. 236916, 231324, 231505. (Δ917) 1—5	[594, 263, 796, 354]
classified-ad: ΚΑΘΗΓΗΤΡΙΑ Γαλλικής αποφοίτου σπό ιδιωτική 12ετία καί πλέον (Δημοτικό — Γυμνάσιο — Π. ΑΚΑΔΗΜΙΑ) παραδίδει μαθήματα Γαλλικής, Γερμανικής, Ιταλικής. Πληροφορίες τηλ. 242194 (9—11 π.μ.) ή κατ' οίκον θά σάς καλέσει επί ίσην άπό διάθεση θα σας κάνει μαθήματα (Δ.912) 1—6	[806, 404, 1008, 527]
ad-line: ΕΚΘΕΣΙΣ Τηλ. 233636 — ΕΡΓΟΣΤ. 280600	[76, 1062, 346, 1078]
